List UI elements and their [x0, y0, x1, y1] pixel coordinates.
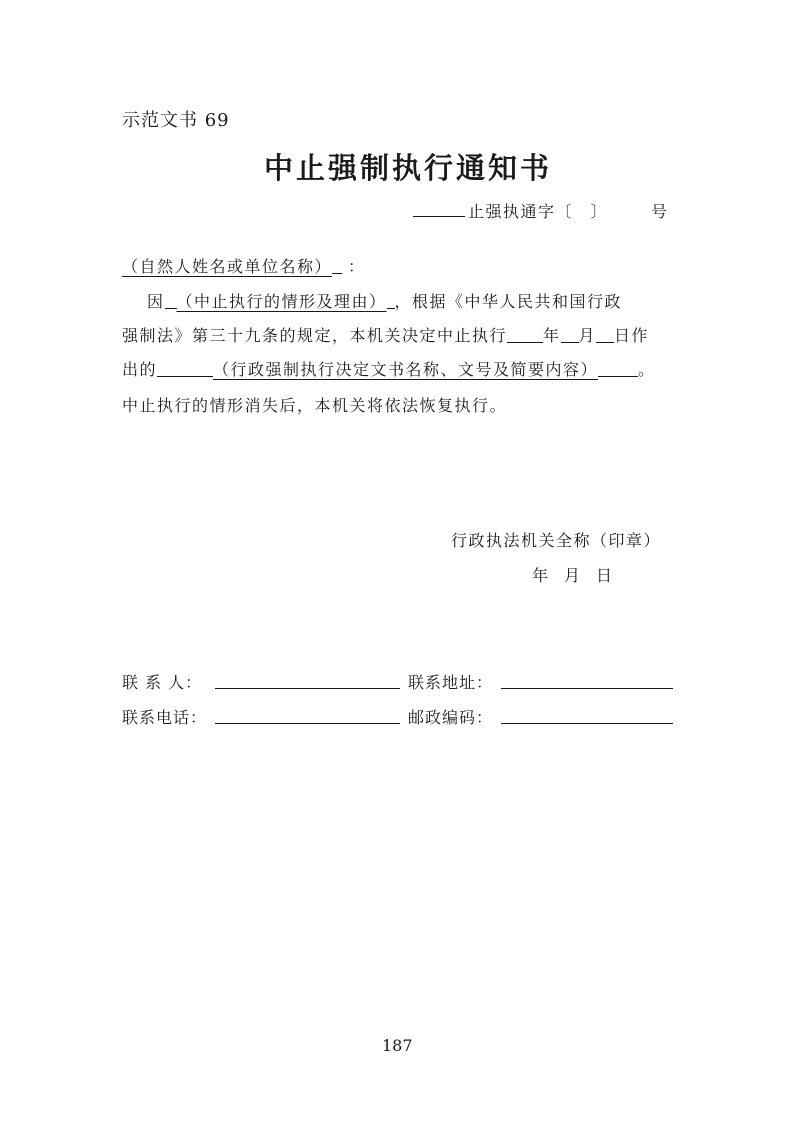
- p2-start: 强制法》第三十九条的规定，本机关决定中止执行: [122, 326, 508, 345]
- paragraph-line-1: [147, 289, 622, 312]
- suspension-reason-placeholder: （中止执行的情形及理由）: [176, 292, 387, 311]
- issue-date: 年 月 日: [532, 566, 613, 585]
- day-blank: [596, 323, 614, 343]
- document-title: 中止强制执行通知书: [264, 151, 553, 185]
- year-blank: [507, 323, 543, 343]
- p1-start: 因: [147, 292, 165, 311]
- addressee-colon: ：: [348, 257, 366, 276]
- page-number: 187: [382, 1036, 413, 1055]
- contact-phone-label: 联系电话：: [122, 708, 208, 727]
- issuing-authority: 行政执法机关全称（印章）: [451, 531, 662, 550]
- postal-code-label: 邮政编码：: [408, 708, 494, 727]
- sample-label: 示范文书 69: [122, 110, 230, 131]
- contact-address-label: 联系地址：: [408, 673, 494, 692]
- p3-end: 。: [638, 360, 656, 379]
- addressee-line: [122, 254, 366, 277]
- addressee-placeholder: （自然人姓名或单位名称）: [122, 257, 333, 276]
- p1-end: ，根据《中华人民共和国行政: [394, 292, 623, 311]
- contact-address-field[interactable]: [501, 688, 673, 689]
- month-blank: [561, 323, 579, 343]
- contact-person-field[interactable]: [215, 688, 400, 689]
- postal-code-field[interactable]: [501, 723, 673, 724]
- doc-number-prefix-blank: [413, 216, 465, 217]
- contact-person-label: 联 系 人：: [122, 673, 203, 692]
- doc-number-text: 止强执通字〔 〕: [468, 202, 609, 221]
- paragraph-line-2: [122, 323, 649, 346]
- contact-phone-field[interactable]: [215, 723, 400, 724]
- doc-number-suffix: 号: [651, 202, 669, 221]
- p3-start: 出的: [122, 360, 158, 379]
- paragraph-line-3: [122, 357, 656, 380]
- year-label: 年: [543, 326, 561, 345]
- month-label: 月: [578, 326, 597, 345]
- day-label: 日作: [614, 326, 650, 345]
- paragraph-line-4: 中止执行的情形消失后，本机关将依法恢复执行。: [122, 396, 508, 415]
- decision-placeholder: （行政强制执行决定文书名称、文号及简要内容）: [213, 360, 599, 379]
